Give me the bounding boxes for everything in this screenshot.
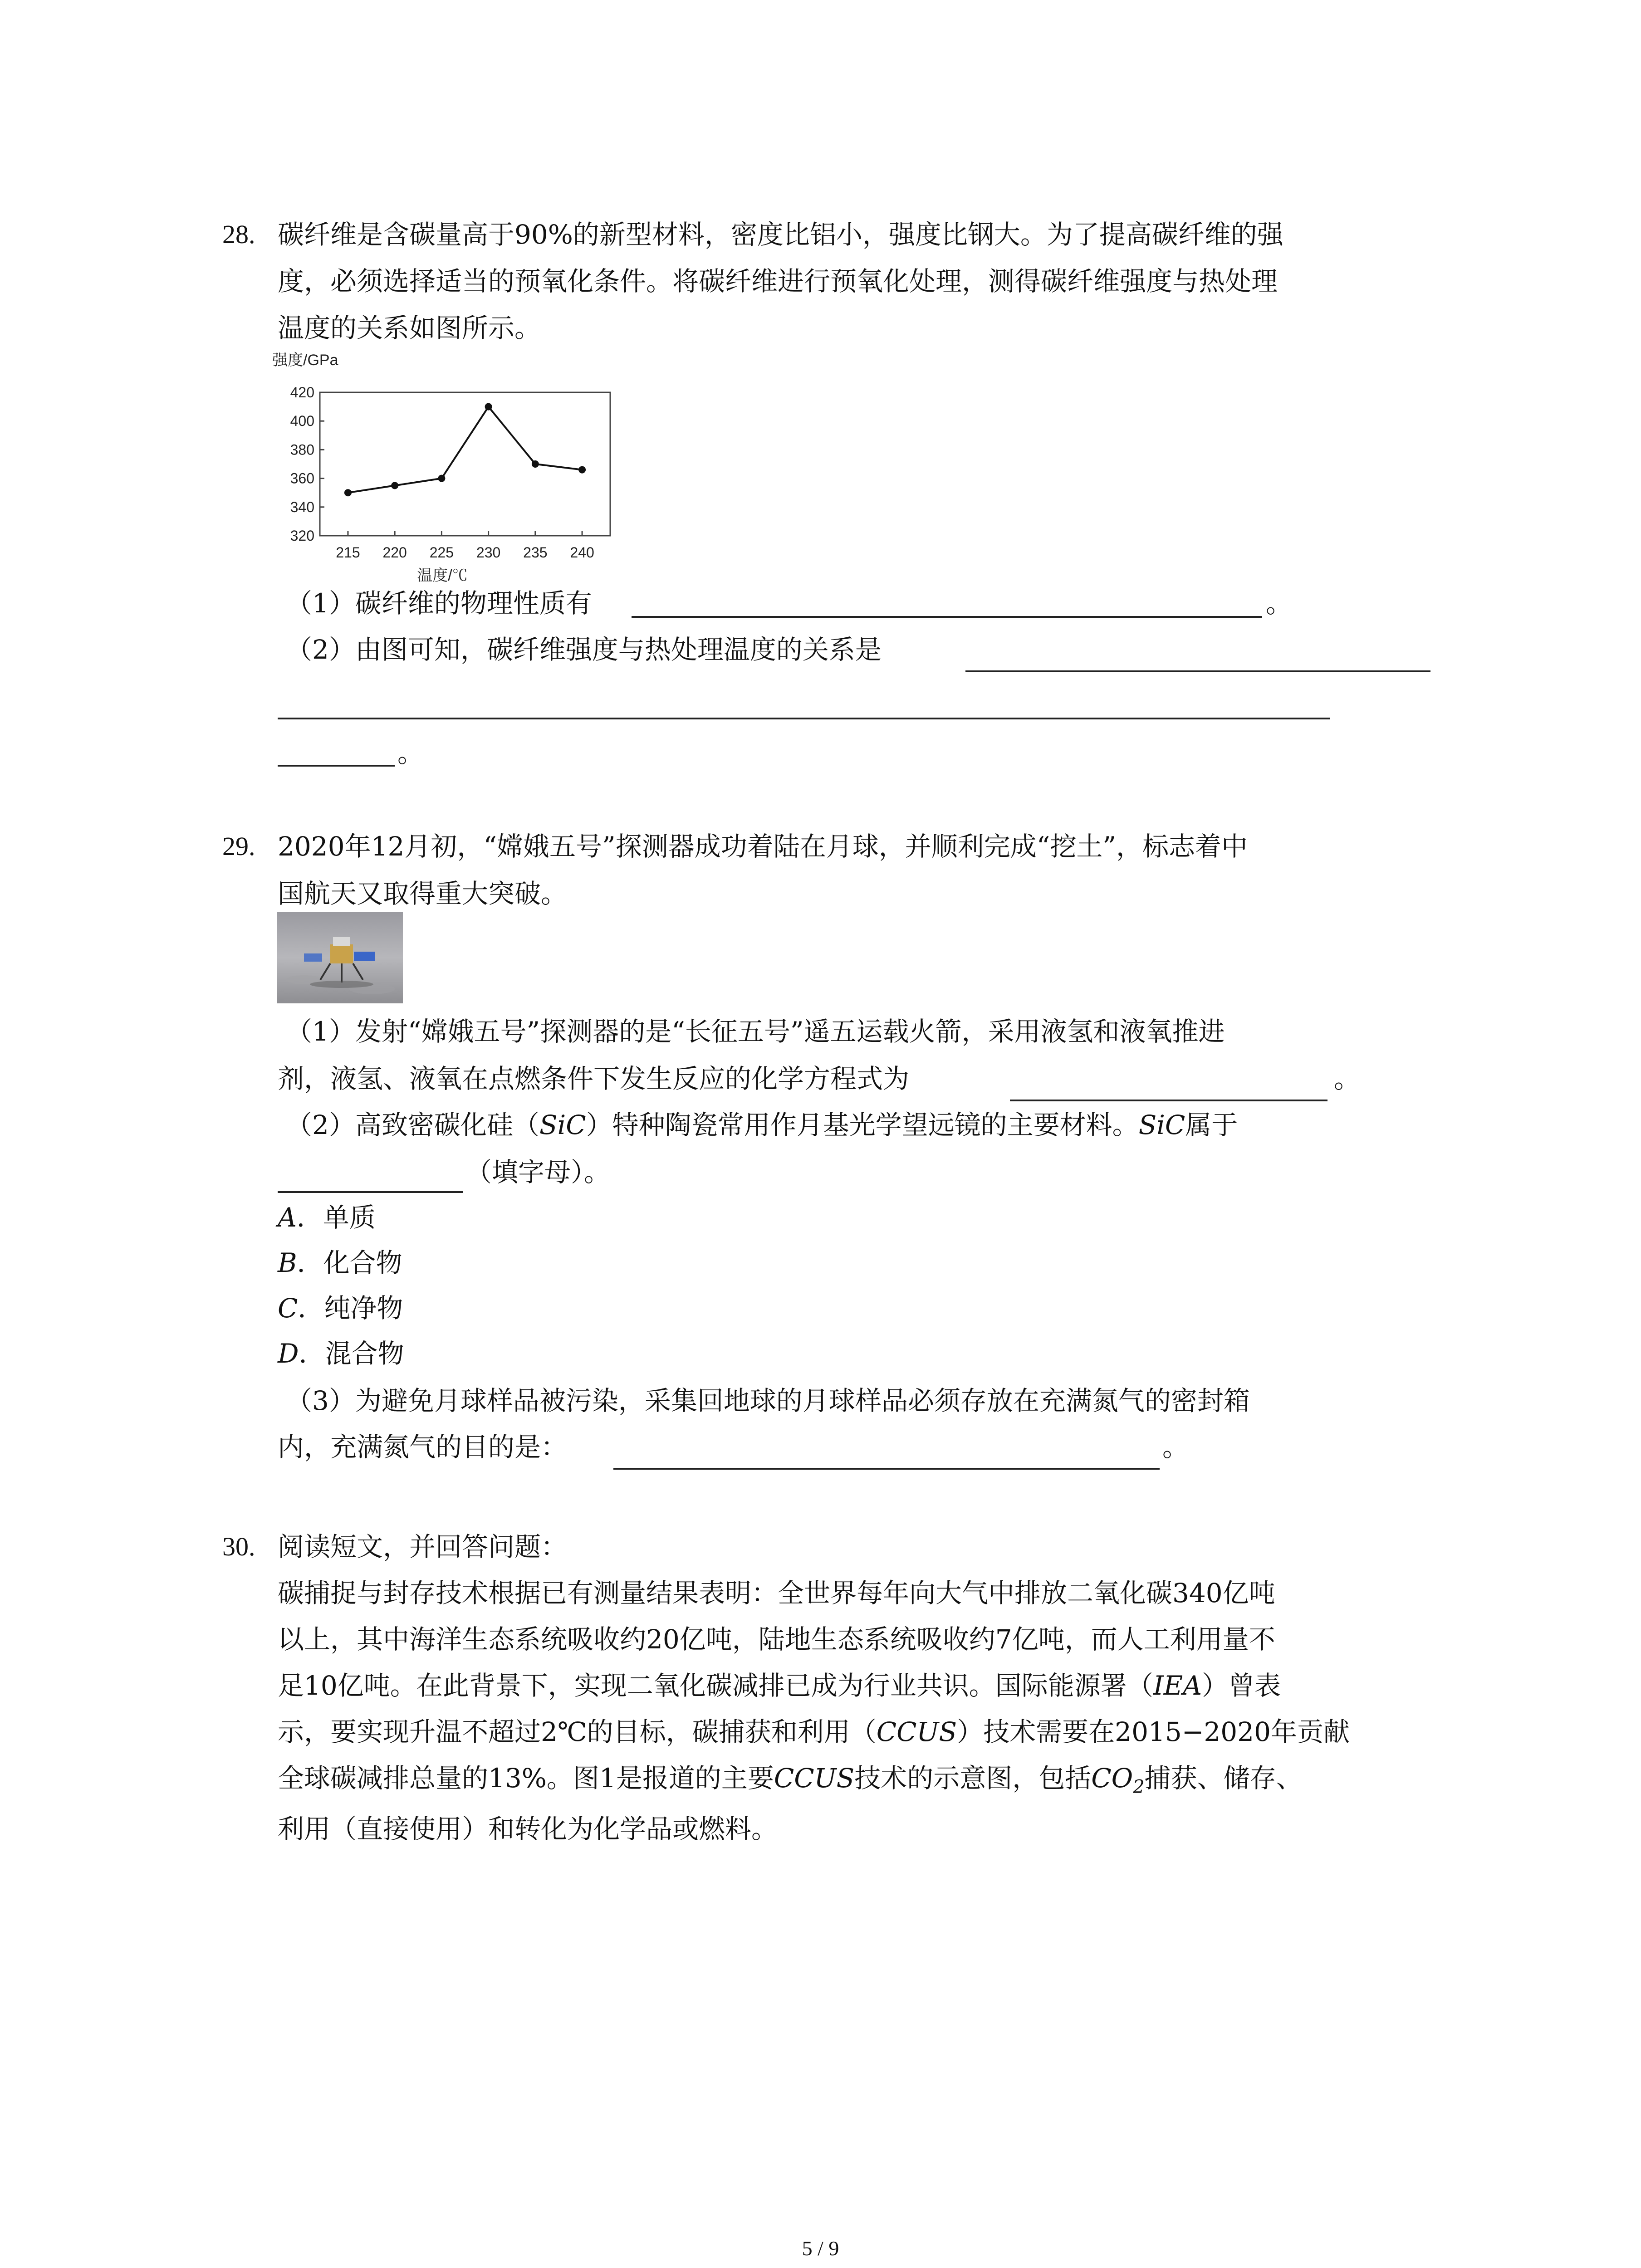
question-28-sub-2: （2）由图可知，碳纤维强度与热处理温度的关系是: [286, 634, 882, 665]
chart-data-point: [438, 475, 445, 482]
question-30-line-2: 碳捕捉与封存技术根据已有测量结果表明：全世界每年向大气中排放二氧化碳340亿吨: [278, 1578, 1275, 1608]
question-29-sub-2-line-2: （填字母）。: [465, 1157, 611, 1188]
chart-xtick-label: 235: [523, 544, 548, 561]
question-29-sub-3-end: 。: [1162, 1432, 1189, 1462]
question-28-line-3: 温度的关系如图所示。: [278, 313, 541, 343]
strength-temperature-chart: [272, 347, 635, 583]
question-29-sub-1-end: 。: [1334, 1063, 1361, 1094]
chart-data-point: [391, 482, 398, 489]
chart-data-point: [532, 460, 539, 468]
answer-blank-28-2b[interactable]: [278, 718, 1330, 719]
answer-blank-28-2a[interactable]: [965, 670, 1430, 672]
chart-ytick-label: 420: [290, 384, 314, 401]
question-29-number: 29.: [222, 831, 255, 861]
chart-data-point: [344, 489, 352, 496]
question-30-line-5: 示，要实现升温不超过2℃的目标，碳捕获和利用（CCUS）技术需要在2015−2020年贡献: [278, 1716, 1350, 1747]
chart-ylabel: 强度/GPa: [272, 352, 338, 369]
solar-panel-icon: [354, 952, 375, 961]
question-28-sub-1: （1）碳纤维的物理性质有: [286, 588, 592, 619]
answer-blank-29-3[interactable]: [613, 1468, 1160, 1470]
chart-ytick-label: 400: [290, 413, 314, 430]
answer-blank-28-1[interactable]: [632, 616, 1262, 618]
answer-blank-29-1[interactable]: [1010, 1100, 1327, 1101]
question-30-line-7: 利用（直接使用）和转化为化学品或燃料。: [278, 1813, 778, 1844]
option-b: B．化合物: [278, 1247, 402, 1278]
option-a: A．单质: [278, 1202, 376, 1233]
chart-data-point: [485, 403, 492, 411]
chart-ytick-label: 340: [290, 499, 314, 515]
chart-xtick-label: 215: [336, 544, 360, 561]
chart-xlabel: 温度/℃: [417, 567, 468, 583]
question-29-sub-1-line-1: （1）发射“嫦娥五号”探测器的是“长征五号”遥五运载火箭，采用液氢和液氧推进: [286, 1016, 1225, 1047]
question-28-sub-1-end: 。: [1266, 588, 1293, 619]
chart-plot-frame: [320, 392, 610, 536]
question-30-line-3: 以上，其中海洋生态系统吸收约20亿吨，陆地生态系统吸收约7亿吨，而人工利用量不: [278, 1624, 1275, 1655]
chart-series-line: [348, 407, 582, 493]
question-29-line-1: 2020年12月初，“嫦娥五号”探测器成功着陆在月球，并顺利完成“挖土”，标志着中: [278, 831, 1248, 862]
question-30-line-4: 足10亿吨。在此背景下，实现二氧化碳减排已成为行业共识。国际能源署（IEA）曾表: [278, 1670, 1281, 1701]
question-30-line-6: 全球碳减排总量的13%。图1是报道的主要CCUS技术的示意图，包括$CO_2$捕获、储存、: [278, 1763, 1303, 1798]
question-28-line-2: 度，必须选择适当的预氧化条件。将碳纤维进行预氧化处理，测得碳纤维强度与热处理: [278, 266, 1278, 297]
chart-xtick-label: 225: [429, 544, 454, 561]
chart-data-point: [578, 466, 586, 474]
question-29-line-2: 国航天又取得重大突破。: [278, 878, 568, 909]
question-28-number: 28.: [222, 220, 255, 249]
question-30-number: 30.: [222, 1532, 255, 1561]
option-d: D．混合物: [278, 1338, 404, 1369]
question-29-sub-2-line-1: （2）高致密碳化硅（SiC）特种陶瓷常用作月基光学望远镜的主要材料。SiC属于: [286, 1110, 1238, 1140]
answer-blank-28-2c[interactable]: [278, 765, 395, 767]
chart-xtick-label: 240: [570, 544, 594, 561]
chart-ytick-label: 380: [290, 441, 314, 458]
question-28-line-1: 碳纤维是含碳量高于90%的新型材料，密度比铝小，强度比钢大。为了提高碳纤维的强: [278, 219, 1283, 250]
question-29-sub-3-line-1: （3）为避免月球样品被污染，采集回地球的月球样品必须存放在充满氮气的密封箱: [286, 1385, 1250, 1416]
chart-ytick-label: 320: [290, 528, 314, 544]
chart-xtick-label: 220: [382, 544, 407, 561]
option-c: C．纯净物: [278, 1293, 403, 1324]
chart-ytick-label: 360: [290, 470, 314, 487]
question-28-sub-2-end: 。: [397, 738, 424, 768]
lunar-lander-photo: [277, 912, 403, 1003]
chart-xtick-label: 230: [476, 544, 501, 561]
question-29-sub-1-line-2: 剂，液氢、液氧在点燃条件下发生反应的化学方程式为: [278, 1063, 910, 1094]
answer-blank-29-2[interactable]: [278, 1191, 463, 1193]
question-29-sub-3-line-2: 内，充满氮气的目的是：: [278, 1432, 568, 1462]
page-number: 5 / 9: [802, 2237, 839, 2260]
question-30-line-1: 阅读短文，并回答问题：: [278, 1531, 568, 1562]
